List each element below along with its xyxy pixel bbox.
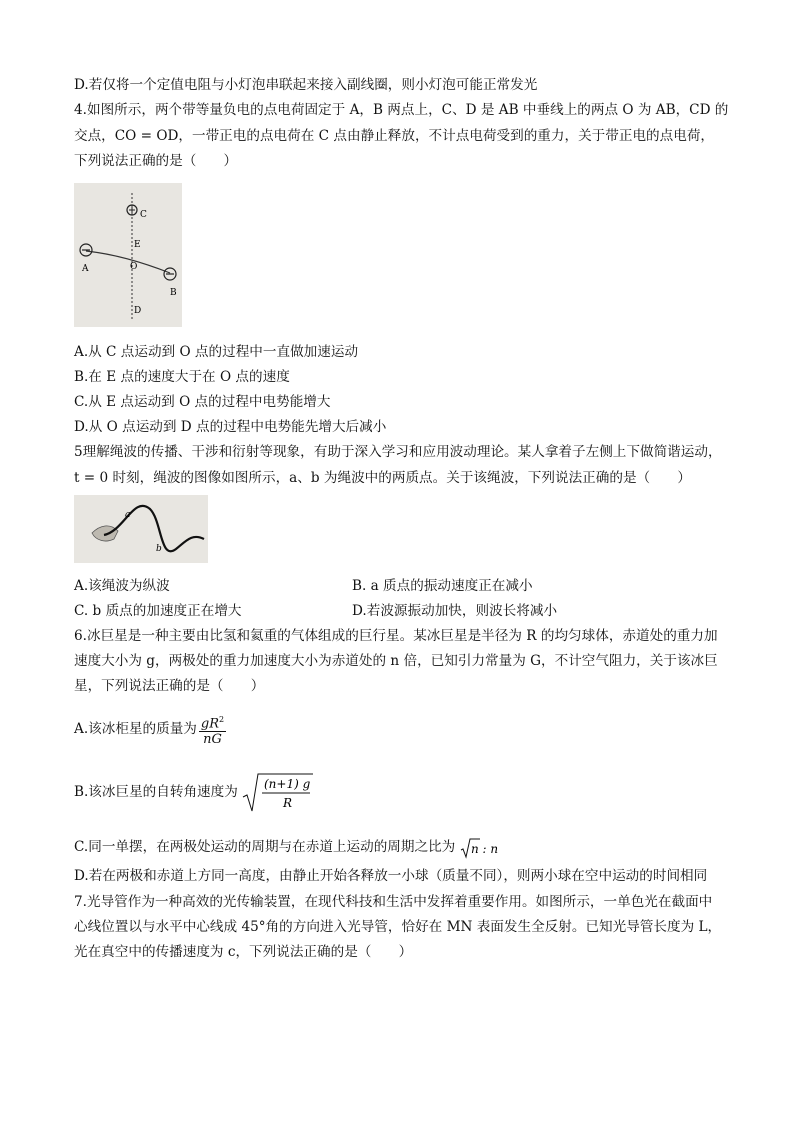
q7-stem-line-2: 心线位置以与水平中心线成 45°角的方向进入光导管，恰好在 MN 表面发生全反射。已知光导管长度为 L， (74, 919, 722, 935)
q4-option-d: D.从 O 点运动到 D 点的过程中电势能先增大后减小 (74, 419, 387, 435)
q5-option-b: B. a 质点的振动速度正在减小 (352, 578, 533, 594)
q6-option-b-text: B.该冰巨星的自转角速度为 (74, 784, 238, 800)
q6-option-c-expr: n : n (470, 842, 498, 856)
label-e: E (134, 240, 141, 250)
q5-figure (74, 495, 208, 563)
q4-option-c: C.从 E 点运动到 O 点的过程中电势能增大 (74, 394, 331, 410)
q6-option-c (74, 835, 508, 860)
q6-option-a-denominator: nG (203, 732, 222, 748)
q6-option-d: D.若在两极和赤道上方同一高度，由静止开始各释放一小球（质量不同），则两小球在空中运动的时间相同 (74, 868, 708, 884)
hand-icon (92, 526, 118, 541)
q4-stem-line-3: 下列说法正确的是（ ） (74, 153, 238, 169)
q6-option-b-denominator: R (283, 795, 293, 810)
q6-stem-line-3: 星，下列说法正确的是（ ） (74, 678, 265, 694)
q4-stem-line-1: 4.如图所示，两个带等量负电的点电荷固定于 A，B 两点上，C、D 是 AB 中垂线上的两点 O 为 AB，CD 的 (74, 102, 729, 118)
label-a: a (125, 510, 131, 520)
label-b: B (170, 288, 177, 298)
q6-option-a-fraction (199, 712, 226, 747)
q6-option-c-ratio (460, 836, 508, 860)
q4-charges-diagram (74, 183, 182, 327)
sqrt-radical-icon (242, 771, 314, 815)
sqrt-radical-icon (460, 837, 508, 859)
q5-option-d: D.若波源振动加快，则波长将减小 (352, 603, 558, 619)
q6-stem-line-2: 速度大小为 g，两极处的重力加速度大小为赤道处的 n 倍，已知引力常量为 G，不计空气阻力，关于该冰巨 (74, 653, 718, 669)
q5-options-row-1 (74, 576, 170, 596)
q6-option-a (74, 712, 226, 747)
label-d: D (134, 306, 142, 316)
q6-option-a-numerator: gR (200, 716, 220, 732)
q5-rope-wave-diagram (74, 495, 208, 563)
q6-option-a-text: A.该冰柜星的质量为 (74, 721, 197, 738)
q6-option-b-numerator: (n+1) g (264, 776, 311, 791)
q5-stem-line-1: 5理解绳波的传播、干涉和衍射等现象，有助于深入学习和应用波动理论。某人拿着子左侧上下做简谐运动， (74, 444, 722, 460)
q4-stem-line-2: 交点，CO = OD，一带正电的点电荷在 C 点由静止释放，不计点电荷受到的重力，关于带正电的点电荷， (74, 128, 715, 144)
rope-wave (104, 506, 204, 551)
q6-option-b (74, 770, 314, 815)
line-ab (86, 251, 170, 273)
q7-stem-line-1: 7.光导管作为一种高效的光传输装置，在现代科技和生活中发挥着重要作用。如图所示，一单色光在截面中 (74, 894, 713, 910)
q6-option-a-superscript: 2 (219, 715, 225, 724)
q7-stem-line-3: 光在真空中的传播速度为 c，下列说法正确的是（ ） (74, 944, 413, 960)
q5-option-a: A.该绳波为纵波 (74, 578, 170, 594)
q6-option-b-sqrt (242, 770, 314, 815)
q4-option-a: A.从 C 点运动到 O 点的过程中一直做加速运动 (74, 344, 359, 360)
q4-figure (74, 183, 182, 327)
label-b: b (156, 544, 162, 554)
q6-option-c-text: C.同一单摆，在两极处运动的周期与在赤道上运动的周期之比为 (74, 839, 456, 855)
label-o: O (130, 262, 138, 272)
q5-stem-line-2: t = 0 时刻，绳波的图像如图所示，a、b 为绳波中的两质点。关于该绳波，下列说法正确的是（ ） (74, 470, 691, 486)
label-c: C (140, 210, 147, 220)
label-a: A (82, 264, 89, 274)
q3-option-d: D.若仅将一个定值电阻与小灯泡串联起来接入副线圈，则小灯泡可能正常发光 (74, 77, 538, 93)
q6-stem-line-1: 6.冰巨星是一种主要由比氢和氦重的气体组成的巨行星。某冰巨星是半径为 R 的均匀球体，赤道处的重力加 (74, 628, 718, 644)
q5-option-c: C. b 质点的加速度正在增大 (74, 603, 242, 619)
q4-option-b: B.在 E 点的速度大于在 O 点的速度 (74, 369, 290, 385)
